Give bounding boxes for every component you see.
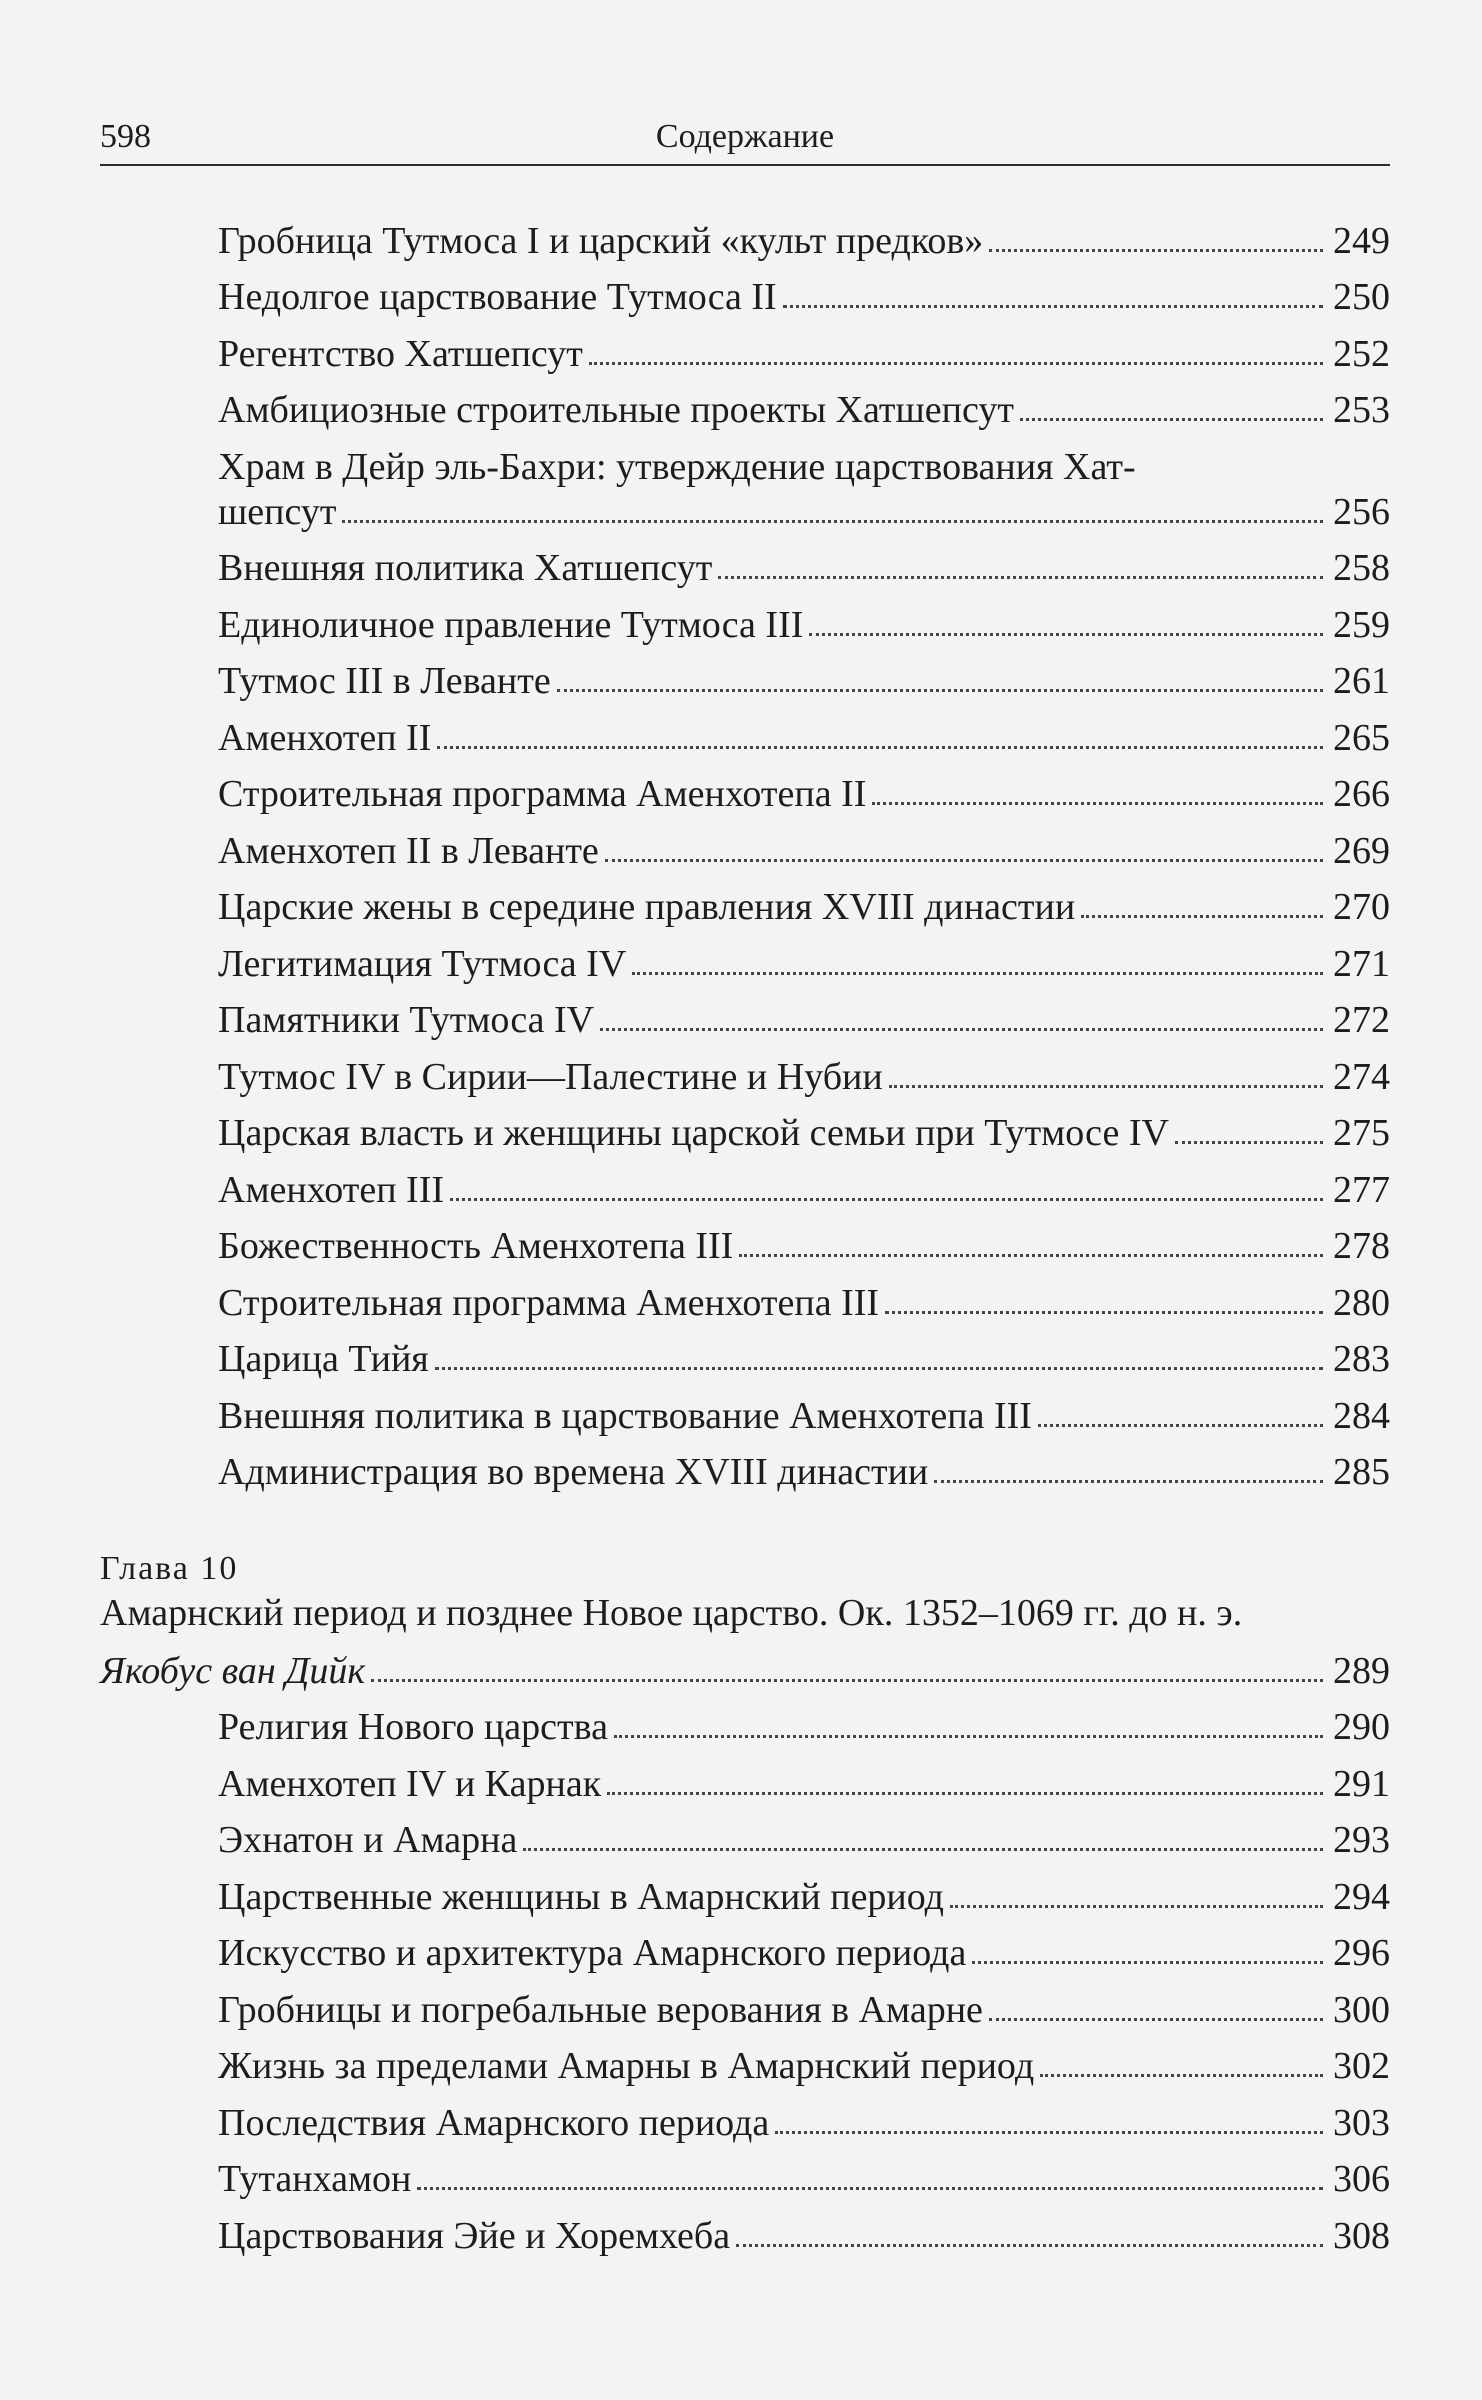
toc-entry[interactable] bbox=[100, 873, 1390, 930]
toc-entry-title: Аменхотеп III bbox=[218, 1168, 445, 1211]
toc-entry[interactable] bbox=[100, 1099, 1390, 1156]
dot-leader bbox=[989, 249, 1323, 252]
toc-entry-page: 302 bbox=[1333, 2045, 1390, 2087]
toc-entry[interactable] bbox=[100, 986, 1390, 1043]
dot-leader bbox=[718, 576, 1323, 579]
dot-leader bbox=[739, 1254, 1323, 1257]
toc-entry-title: Легитимация Тутмоса IV bbox=[218, 942, 627, 985]
toc-entry-page: 270 bbox=[1333, 886, 1390, 928]
toc-entry[interactable] bbox=[100, 1749, 1390, 1806]
toc-entry-page: 269 bbox=[1333, 829, 1390, 872]
toc-entry[interactable] bbox=[100, 1975, 1390, 2032]
toc-entry[interactable] bbox=[100, 1381, 1390, 1438]
toc-entry[interactable] bbox=[100, 2201, 1390, 2258]
toc-entry[interactable] bbox=[100, 376, 1390, 433]
dot-leader bbox=[614, 1735, 1323, 1738]
toc-entry-page: 249 bbox=[1333, 219, 1390, 262]
toc-entry-page: 283 bbox=[1333, 1338, 1390, 1380]
toc-entry-page: 256 bbox=[1333, 490, 1390, 533]
toc-entry-title: Недолгое царствование Тутмоса II bbox=[218, 276, 777, 318]
toc-entry-wrapped[interactable] bbox=[100, 432, 1390, 534]
dot-leader bbox=[889, 1085, 1323, 1088]
toc-entry[interactable] bbox=[100, 1212, 1390, 1269]
toc-entry-title: Памятники Тутмоса IV bbox=[218, 999, 595, 1041]
running-header bbox=[100, 112, 1390, 166]
toc-entry[interactable] bbox=[100, 703, 1390, 760]
toc-entry[interactable] bbox=[100, 2088, 1390, 2145]
dot-leader bbox=[972, 1961, 1323, 1964]
dot-leader bbox=[1040, 2074, 1323, 2077]
toc-entry[interactable] bbox=[100, 929, 1390, 986]
toc-entry[interactable] bbox=[100, 816, 1390, 873]
toc-entry-page: 252 bbox=[1333, 332, 1390, 375]
toc-section-top bbox=[100, 206, 1390, 432]
toc-entry-title: Единоличное правление Тутмоса III bbox=[218, 603, 804, 646]
toc-entry-page: 285 bbox=[1333, 1451, 1390, 1493]
toc-entry-page: 284 bbox=[1333, 1394, 1390, 1437]
toc-entry-title: Аменхотеп IV и Карнак bbox=[218, 1762, 602, 1805]
toc-entry-title: Жизнь за пределами Амарны в Амарнский период bbox=[218, 2045, 1035, 2087]
toc-entry-title: Администрация во времена XVIII династии bbox=[218, 1451, 929, 1493]
toc-section-bottom bbox=[100, 1693, 1390, 2258]
chapter-author: Якобус ван Дийк bbox=[100, 1649, 366, 1692]
toc-entry-page: 291 bbox=[1333, 1762, 1390, 1805]
toc-entry-page: 266 bbox=[1333, 773, 1390, 815]
toc-entry-page: 259 bbox=[1333, 603, 1390, 646]
dot-leader bbox=[450, 1198, 1323, 1201]
page-number: 598 bbox=[100, 118, 151, 155]
toc-entry-title: Тутмос III в Леванте bbox=[218, 660, 551, 702]
toc-entry[interactable] bbox=[100, 1042, 1390, 1099]
dot-leader bbox=[736, 2244, 1323, 2247]
toc-section-middle bbox=[100, 534, 1390, 1495]
dot-leader bbox=[809, 633, 1323, 636]
dot-leader bbox=[523, 1848, 1323, 1851]
toc-entry-page: 250 bbox=[1333, 276, 1390, 318]
toc-entry-title: Эхнатон и Амарна bbox=[218, 1819, 518, 1861]
toc-entry-page: 272 bbox=[1333, 999, 1390, 1041]
toc-entry-page: 265 bbox=[1333, 716, 1390, 759]
toc-entry-page: 261 bbox=[1333, 660, 1390, 702]
toc-entry[interactable] bbox=[100, 1693, 1390, 1750]
chapter-author-entry[interactable] bbox=[100, 1636, 1390, 1693]
chapter-author-page: 289 bbox=[1333, 1649, 1390, 1692]
toc-entry-title: Строительная программа Аменхотепа II bbox=[218, 773, 867, 815]
toc-entry-title-line2: шепсут bbox=[218, 490, 337, 533]
dot-leader bbox=[435, 1367, 1323, 1370]
dot-leader bbox=[1081, 915, 1323, 918]
toc-entry-page: 303 bbox=[1333, 2101, 1390, 2144]
toc-entry[interactable] bbox=[100, 534, 1390, 591]
chapter-block bbox=[100, 1536, 1390, 1693]
toc-entry-title: Царица Тийя bbox=[218, 1338, 429, 1380]
toc-entry-page: 278 bbox=[1333, 1225, 1390, 1267]
toc-entry[interactable] bbox=[100, 1438, 1390, 1495]
toc-entry-title: Гробницы и погребальные верования в Амарне bbox=[218, 1988, 983, 2031]
dot-leader bbox=[989, 2018, 1323, 2021]
dot-leader bbox=[783, 305, 1323, 308]
toc-entry[interactable] bbox=[100, 2032, 1390, 2089]
toc-entry-page: 308 bbox=[1333, 2214, 1390, 2257]
toc-entry-title: Царские жены в середине правления XVIII династии bbox=[218, 886, 1076, 928]
toc-entry[interactable] bbox=[100, 1325, 1390, 1382]
dot-leader bbox=[417, 2187, 1323, 2190]
toc-entry-page: 274 bbox=[1333, 1055, 1390, 1098]
dot-leader bbox=[437, 746, 1323, 749]
dot-leader bbox=[557, 689, 1323, 692]
toc-entry[interactable] bbox=[100, 319, 1390, 376]
toc-entry-page: 290 bbox=[1333, 1706, 1390, 1748]
dot-leader bbox=[934, 1480, 1323, 1483]
dot-leader bbox=[775, 2131, 1323, 2134]
dot-leader bbox=[589, 362, 1323, 365]
dot-leader bbox=[342, 520, 1323, 523]
toc-entry-page: 258 bbox=[1333, 547, 1390, 589]
toc-entry[interactable] bbox=[100, 647, 1390, 704]
running-title: Содержание bbox=[655, 118, 835, 155]
toc-entry-title: Божественность Аменхотепа III bbox=[218, 1225, 734, 1267]
toc-entry-page: 296 bbox=[1333, 1932, 1390, 1974]
toc-entry[interactable] bbox=[100, 1155, 1390, 1212]
toc-entry-title: Последствия Амарнского периода bbox=[218, 2101, 770, 2144]
dot-leader bbox=[872, 802, 1323, 805]
toc-entry-page: 293 bbox=[1333, 1819, 1390, 1861]
toc-entry-title: Амбициозные строительные проекты Хатшепсут bbox=[218, 389, 1014, 431]
toc-entry-title: Внешняя политика Хатшепсут bbox=[218, 547, 713, 589]
toc-entry[interactable] bbox=[100, 1862, 1390, 1919]
dot-leader bbox=[371, 1679, 1323, 1682]
toc-entry-title: Искусство и архитектура Амарнского периода bbox=[218, 1932, 967, 1974]
toc-entry-title: Религия Нового царства bbox=[218, 1706, 608, 1748]
toc-entry[interactable] bbox=[100, 2145, 1390, 2202]
dot-leader bbox=[1175, 1141, 1323, 1144]
chapter-title: Амарнский период и позднее Новое царство. Ок. 1352–1069 гг. до н. э. bbox=[100, 1592, 1243, 1634]
dot-leader bbox=[600, 1028, 1323, 1031]
toc-entry[interactable] bbox=[100, 206, 1390, 263]
toc-entry-title: Аменхотеп II в Леванте bbox=[218, 829, 599, 872]
dot-leader bbox=[1020, 418, 1323, 421]
toc-entry-title-line1: Храм в Дейр эль-Бахри: утверждение царствования Хат- bbox=[218, 445, 1136, 488]
toc-entry-page: 300 bbox=[1333, 1988, 1390, 2031]
toc-entry-title: Внешняя политика в царствование Аменхотепа III bbox=[218, 1394, 1032, 1437]
toc-entry-page: 280 bbox=[1333, 1281, 1390, 1324]
dot-leader bbox=[607, 1792, 1323, 1795]
toc-entry-title: Царская власть и женщины царской семьи при Тутмосе IV bbox=[218, 1112, 1169, 1154]
toc-entry-page: 271 bbox=[1333, 942, 1390, 985]
dot-leader bbox=[632, 972, 1323, 975]
toc-entry[interactable] bbox=[100, 1919, 1390, 1976]
toc-entry[interactable] bbox=[100, 1268, 1390, 1325]
toc-entry-title: Царственные женщины в Амарнский период bbox=[218, 1875, 945, 1918]
dot-leader bbox=[885, 1311, 1323, 1314]
toc-entry-title: Тутмос IV в Сирии—Палестине и Нубии bbox=[218, 1055, 883, 1098]
toc-entry-page: 306 bbox=[1333, 2158, 1390, 2200]
toc-entry[interactable] bbox=[100, 590, 1390, 647]
dot-leader bbox=[1038, 1424, 1323, 1427]
toc-entry[interactable] bbox=[100, 1806, 1390, 1863]
toc-entry-title: Аменхотеп II bbox=[218, 716, 432, 759]
toc-entry-title: Гробница Тутмоса I и царский «культ предков» bbox=[218, 219, 984, 262]
toc-entry[interactable] bbox=[100, 760, 1390, 817]
toc-entry-title: Строительная программа Аменхотепа III bbox=[218, 1281, 880, 1324]
toc-entry-page: 294 bbox=[1333, 1875, 1390, 1918]
toc-entry-page: 253 bbox=[1333, 389, 1390, 431]
chapter-label: Глава 10 bbox=[100, 1550, 239, 1587]
toc-entry-title: Тутанхамон bbox=[218, 2158, 412, 2200]
toc-entry-title: Царствования Эйе и Хоремхеба bbox=[218, 2214, 731, 2257]
dot-leader bbox=[605, 859, 1323, 862]
toc-entry-title: Регентство Хатшепсут bbox=[218, 332, 583, 375]
toc-entry[interactable] bbox=[100, 263, 1390, 320]
toc-entry-page: 275 bbox=[1333, 1112, 1390, 1154]
toc-entry-page: 277 bbox=[1333, 1168, 1390, 1211]
dot-leader bbox=[950, 1905, 1323, 1908]
table-of-contents bbox=[100, 206, 1390, 2258]
